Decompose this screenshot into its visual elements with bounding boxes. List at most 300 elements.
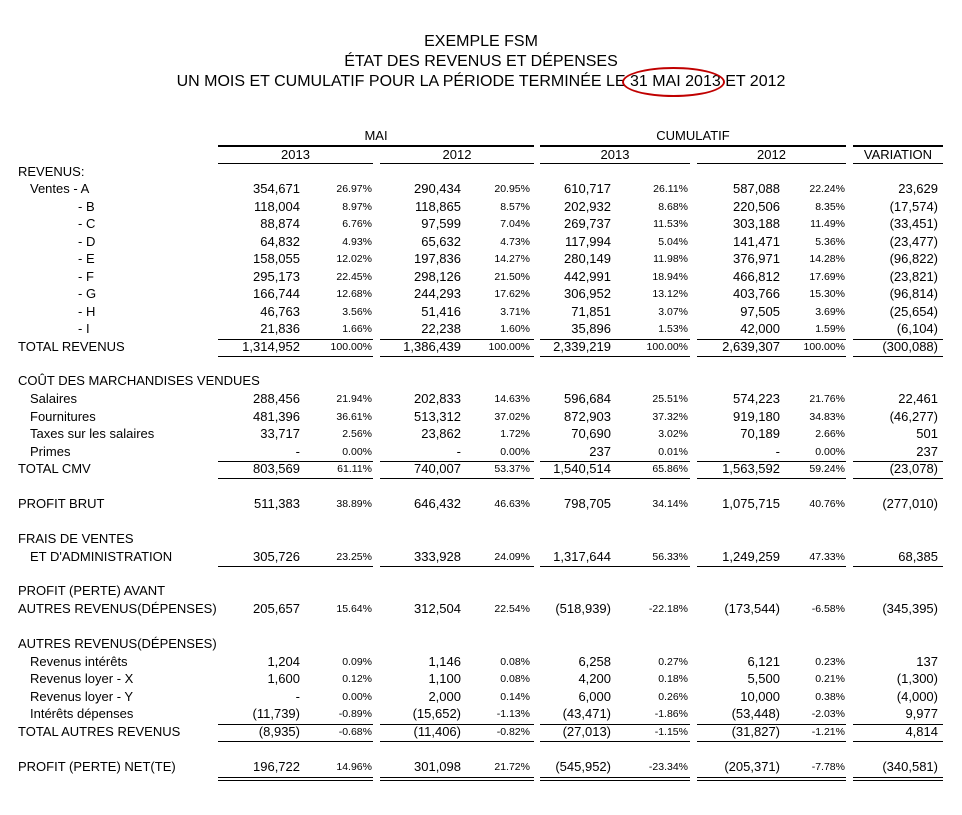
amount-cell: (15,652)	[412, 706, 461, 721]
total-rule	[853, 461, 943, 462]
row-label: Taxes sur les salaires	[30, 426, 155, 441]
subheader-mai-2012: 2012	[442, 147, 472, 162]
percent-cell: 20.95%	[494, 183, 530, 195]
percent-cell: 100.00%	[646, 341, 688, 353]
percent-cell: -23.34%	[648, 761, 688, 773]
percent-cell: 14.96%	[336, 761, 372, 773]
percent-cell: 47.33%	[809, 551, 845, 563]
amount-cell: 244,293	[414, 286, 461, 301]
amount-cell: (53,448)	[731, 706, 780, 721]
percent-cell: -1.15%	[654, 726, 688, 738]
amount-cell: 42,000	[740, 321, 780, 336]
percent-cell: 26.97%	[336, 183, 372, 195]
percent-cell: -0.82%	[496, 726, 530, 738]
row-label: Primes	[30, 444, 71, 459]
amount-cell: 46,763	[260, 304, 300, 319]
percent-cell: 11.49%	[810, 218, 845, 230]
amount-cell: 64,832	[260, 234, 300, 249]
percent-cell: 61.11%	[337, 463, 372, 475]
percent-cell: 0.38%	[815, 691, 845, 703]
subheader-underline	[853, 163, 943, 164]
amount-cell: 166,744	[253, 286, 300, 301]
percent-cell: 17.69%	[809, 271, 845, 283]
amount-cell: -	[295, 689, 300, 704]
amount-cell: 9,977	[905, 706, 938, 721]
amount-cell: 22,461	[898, 391, 938, 406]
amount-cell: (11,406)	[413, 724, 461, 739]
total-rule	[853, 566, 943, 567]
row-label: COÛT DES MARCHANDISES VENDUES	[18, 373, 260, 388]
cumulatif-header: CUMULATIF	[656, 128, 730, 143]
amount-cell: 22,238	[421, 321, 461, 336]
amount-cell: 70,690	[571, 426, 611, 441]
amount-cell: 587,088	[733, 181, 780, 196]
amount-cell: 501	[916, 426, 938, 441]
amount-cell: 118,865	[414, 199, 461, 214]
amount-cell: 118,004	[253, 199, 300, 214]
amount-cell: 1,100	[428, 671, 461, 686]
amount-cell: 1,146	[428, 654, 461, 669]
percent-cell: 7.04%	[500, 218, 530, 230]
total-rule	[380, 339, 534, 340]
percent-cell: 22.24%	[809, 183, 845, 195]
row-label: - I	[78, 321, 90, 336]
percent-cell: 56.33%	[652, 551, 688, 563]
amount-cell: (23,078)	[889, 461, 938, 476]
amount-cell: 511,383	[253, 496, 300, 511]
total-rule	[540, 741, 690, 742]
subheader-underline	[218, 163, 373, 164]
amount-cell: (545,952)	[555, 759, 611, 774]
amount-cell: 646,432	[414, 496, 461, 511]
amount-cell: 403,766	[733, 286, 780, 301]
amount-cell: 6,000	[578, 689, 611, 704]
amount-cell: 1,386,439	[403, 339, 461, 354]
amount-cell: 919,180	[733, 409, 780, 424]
row-label: - F	[78, 269, 94, 284]
amount-cell: 596,684	[564, 391, 611, 406]
total-rule	[218, 339, 373, 340]
total-rule	[853, 339, 943, 340]
total-rule	[540, 780, 690, 781]
total-rule	[697, 566, 846, 567]
percent-cell: 14.28%	[809, 253, 845, 265]
amount-cell: (96,814)	[889, 286, 938, 301]
percent-cell: 6.76%	[342, 218, 372, 230]
total-rule	[218, 356, 373, 357]
percent-cell: 53.37%	[494, 463, 530, 475]
total-rule	[218, 777, 373, 778]
amount-cell: 466,812	[733, 269, 780, 284]
percent-cell: 4.93%	[342, 236, 372, 248]
amount-cell: 1,540,514	[553, 461, 611, 476]
amount-cell: 68,385	[898, 549, 938, 564]
percent-cell: 0.18%	[658, 673, 688, 685]
amount-cell: 220,506	[733, 199, 780, 214]
total-rule	[540, 461, 690, 462]
amount-cell: (23,821)	[889, 269, 938, 284]
percent-cell: 0.00%	[815, 446, 845, 458]
amount-cell: 269,737	[564, 216, 611, 231]
amount-cell: 21,836	[260, 321, 300, 336]
amount-cell: (8,935)	[258, 724, 300, 739]
percent-cell: 21.72%	[494, 761, 530, 773]
total-rule	[697, 339, 846, 340]
percent-cell: 46.63%	[494, 498, 530, 510]
percent-cell: 5.36%	[815, 236, 845, 248]
percent-cell: 2.56%	[342, 428, 372, 440]
amount-cell: (31,827)	[731, 724, 780, 739]
total-rule	[540, 566, 690, 567]
row-label: Fournitures	[30, 409, 96, 424]
amount-cell: -	[775, 444, 780, 459]
amount-cell: (17,574)	[889, 199, 938, 214]
period-line	[0, 72, 962, 92]
amount-cell: (46,277)	[889, 409, 938, 424]
amount-cell: 4,200	[578, 671, 611, 686]
percent-cell: 21.94%	[336, 393, 372, 405]
amount-cell: 71,851	[571, 304, 611, 319]
percent-cell: 0.27%	[658, 656, 688, 668]
subheader-underline	[540, 163, 690, 164]
amount-cell: 70,189	[740, 426, 780, 441]
amount-cell: 513,312	[414, 409, 461, 424]
amount-cell: 1,075,715	[722, 496, 780, 511]
row-label: Intérêts dépenses	[30, 706, 134, 721]
amount-cell: (23,477)	[889, 234, 938, 249]
percent-cell: 15.30%	[809, 288, 845, 300]
row-label: TOTAL REVENUS	[18, 339, 125, 354]
amount-cell: 158,055	[253, 251, 300, 266]
percent-cell: 1.66%	[342, 323, 372, 335]
row-label: - G	[78, 286, 97, 301]
amount-cell: 88,874	[260, 216, 300, 231]
amount-cell: (96,822)	[889, 251, 938, 266]
percent-cell: -22.18%	[648, 603, 688, 615]
total-rule	[380, 478, 534, 479]
percent-cell: 18.94%	[652, 271, 688, 283]
subheader-mai-2013: 2013	[281, 147, 310, 162]
percent-cell: 1.60%	[500, 323, 530, 335]
percent-cell: 13.12%	[652, 288, 688, 300]
amount-cell: (173,544)	[724, 601, 780, 616]
amount-cell: 23,862	[421, 426, 461, 441]
percent-cell: 0.23%	[815, 656, 845, 668]
amount-cell: 141,471	[733, 234, 780, 249]
percent-cell: 11.98%	[653, 253, 688, 265]
amount-cell: 237	[589, 444, 611, 459]
total-rule	[218, 478, 373, 479]
percent-cell: 3.69%	[815, 306, 845, 318]
percent-cell: 12.68%	[336, 288, 372, 300]
amount-cell: (43,471)	[562, 706, 611, 721]
amount-cell: (1,300)	[896, 671, 938, 686]
amount-cell: 33,717	[260, 426, 300, 441]
row-label: - B	[78, 199, 95, 214]
percent-cell: 22.54%	[494, 603, 530, 615]
percent-cell: -7.78%	[811, 761, 845, 773]
percent-cell: 65.86%	[652, 463, 688, 475]
amount-cell: 237	[916, 444, 938, 459]
row-label: Revenus intérêts	[30, 654, 128, 669]
amount-cell: 97,599	[421, 216, 461, 231]
amount-cell: 2,000	[428, 689, 461, 704]
total-rule	[853, 356, 943, 357]
amount-cell: 5,500	[747, 671, 780, 686]
percent-cell: -1.13%	[496, 708, 530, 720]
total-rule	[540, 356, 690, 357]
amount-cell: (300,088)	[882, 339, 938, 354]
amount-cell: 303,188	[733, 216, 780, 231]
amount-cell: 288,456	[253, 391, 300, 406]
percent-cell: 34.83%	[809, 411, 845, 423]
percent-cell: 3.02%	[658, 428, 688, 440]
mai-header: MAI	[364, 128, 388, 143]
percent-cell: 3.56%	[342, 306, 372, 318]
amount-cell: 295,173	[253, 269, 300, 284]
amount-cell: 301,098	[414, 759, 461, 774]
percent-cell: 8.57%	[500, 201, 530, 213]
row-label: AUTRES REVENUS(DÉPENSES)	[18, 601, 217, 616]
row-label: PROFIT BRUT	[18, 496, 105, 511]
amount-cell: 1,204	[267, 654, 300, 669]
subheader-underline	[697, 163, 846, 164]
subheader-variation: VARIATION	[863, 147, 933, 162]
percent-cell: 0.08%	[500, 673, 530, 685]
row-label: - D	[78, 234, 96, 249]
percent-cell: 100.00%	[488, 341, 530, 353]
total-rule	[853, 478, 943, 479]
amount-cell: 1,563,592	[722, 461, 780, 476]
row-label: Ventes - A	[30, 181, 90, 196]
percent-cell: 2.66%	[815, 428, 845, 440]
percent-cell: 22.45%	[336, 271, 372, 283]
total-rule	[697, 741, 846, 742]
amount-cell: (6,104)	[896, 321, 938, 336]
percent-cell: 34.14%	[652, 498, 688, 510]
amount-cell: (27,013)	[562, 724, 611, 739]
percent-cell: 8.68%	[658, 201, 688, 213]
percent-cell: -1.21%	[811, 726, 845, 738]
percent-cell: 4.73%	[500, 236, 530, 248]
amount-cell: -	[295, 444, 300, 459]
amount-cell: 574,223	[733, 391, 780, 406]
total-rule	[380, 356, 534, 357]
percent-cell: 1.72%	[500, 428, 530, 440]
amount-cell: 117,994	[564, 234, 611, 249]
amount-cell: 740,007	[414, 461, 461, 476]
amount-cell: (33,451)	[889, 216, 938, 231]
amount-cell: 202,932	[564, 199, 611, 214]
period-date: 31 MAI 2013	[630, 73, 721, 90]
amount-cell: 298,126	[414, 269, 461, 284]
percent-cell: -2.03%	[811, 708, 845, 720]
row-label: - E	[78, 251, 95, 266]
amount-cell: 1,600	[267, 671, 300, 686]
percent-cell: -1.86%	[654, 708, 688, 720]
amount-cell: (518,939)	[555, 601, 611, 616]
amount-cell: 312,504	[414, 601, 461, 616]
total-rule	[540, 339, 690, 340]
date-highlight-circle	[622, 67, 725, 97]
amount-cell: 23,629	[898, 181, 938, 196]
row-label: Revenus loyer - X	[30, 671, 134, 686]
row-label: TOTAL CMV	[18, 461, 91, 476]
amount-cell: (4,000)	[896, 689, 938, 704]
percent-cell: 23.25%	[336, 551, 372, 563]
total-rule	[540, 724, 690, 725]
row-label: FRAIS DE VENTES	[18, 531, 134, 546]
amount-cell: 610,717	[564, 181, 611, 196]
percent-cell: 14.27%	[494, 253, 530, 265]
amount-cell: 2,339,219	[553, 339, 611, 354]
row-label: PROFIT (PERTE) NET(TE)	[18, 759, 176, 774]
row-label: PROFIT (PERTE) AVANT	[18, 583, 166, 598]
amount-cell: 51,416	[421, 304, 461, 319]
total-rule	[697, 356, 846, 357]
amount-cell: 65,632	[421, 234, 461, 249]
percent-cell: 100.00%	[803, 341, 845, 353]
total-rule	[380, 780, 534, 781]
amount-cell: 376,971	[733, 251, 780, 266]
total-rule	[853, 780, 943, 781]
total-rule	[380, 724, 534, 725]
amount-cell: (11,739)	[252, 706, 300, 721]
period-compare: ET 2012	[720, 73, 786, 90]
percent-cell: 11.53%	[653, 218, 688, 230]
percent-cell: 1.53%	[658, 323, 688, 335]
percent-cell: 15.64%	[336, 603, 372, 615]
amount-cell: 306,952	[564, 286, 611, 301]
row-label: - C	[78, 216, 96, 231]
amount-cell: 872,903	[564, 409, 611, 424]
amount-cell: 10,000	[740, 689, 780, 704]
amount-cell: 354,671	[253, 181, 300, 196]
percent-cell: 59.24%	[809, 463, 845, 475]
percent-cell: 0.08%	[500, 656, 530, 668]
amount-cell: 1,314,952	[242, 339, 300, 354]
amount-cell: 280,149	[564, 251, 611, 266]
amount-cell: 196,722	[253, 759, 300, 774]
subheader-underline	[380, 163, 534, 164]
amount-cell: 197,836	[414, 251, 461, 266]
percent-cell: 0.21%	[815, 673, 845, 685]
row-label: REVENUS:	[18, 164, 85, 179]
percent-cell: 0.00%	[342, 691, 372, 703]
amount-cell: 202,833	[414, 391, 461, 406]
percent-cell: 0.26%	[658, 691, 688, 703]
amount-cell: 137	[916, 654, 938, 669]
statement-name: ÉTAT DES REVENUS ET DÉPENSES	[344, 53, 618, 70]
total-rule	[218, 741, 373, 742]
percent-cell: -6.58%	[811, 603, 845, 615]
percent-cell: -0.68%	[338, 726, 372, 738]
total-rule	[853, 777, 943, 778]
percent-cell: 21.50%	[494, 271, 530, 283]
amount-cell: (25,654)	[889, 304, 938, 319]
amount-cell: 6,121	[747, 654, 780, 669]
period-text: UN MOIS ET CUMULATIF POUR LA PÉRIODE TERMINÉE LE	[176, 73, 631, 90]
amount-cell: 2,639,307	[722, 339, 780, 354]
amount-cell: 803,569	[253, 461, 300, 476]
total-rule	[380, 461, 534, 462]
amount-cell: 205,657	[253, 601, 300, 616]
percent-cell: 3.07%	[658, 306, 688, 318]
amount-cell: 290,434	[414, 181, 461, 196]
percent-cell: 0.12%	[342, 673, 372, 685]
amount-cell: (340,581)	[882, 759, 938, 774]
total-rule	[697, 780, 846, 781]
total-rule	[697, 777, 846, 778]
percent-cell: 37.32%	[652, 411, 688, 423]
company-name: EXEMPLE FSM	[424, 33, 538, 50]
amount-cell: 798,705	[564, 496, 611, 511]
percent-cell: 0.00%	[500, 446, 530, 458]
percent-cell: 3.71%	[500, 306, 530, 318]
total-rule	[853, 741, 943, 742]
percent-cell: 100.00%	[330, 341, 372, 353]
total-rule	[540, 777, 690, 778]
total-rule	[218, 724, 373, 725]
percent-cell: -0.89%	[338, 708, 372, 720]
percent-cell: 26.11%	[653, 183, 688, 195]
amount-cell: 305,726	[253, 549, 300, 564]
amount-cell: 1,249,259	[722, 549, 780, 564]
amount-cell: 442,991	[564, 269, 611, 284]
percent-cell: 0.14%	[500, 691, 530, 703]
total-rule	[218, 566, 373, 567]
percent-cell: 0.00%	[342, 446, 372, 458]
total-rule	[380, 777, 534, 778]
percent-cell: 0.01%	[658, 446, 688, 458]
percent-cell: 24.09%	[494, 551, 530, 563]
percent-cell: 5.04%	[658, 236, 688, 248]
percent-cell: 8.35%	[815, 201, 845, 213]
percent-cell: 14.63%	[494, 393, 530, 405]
subheader-cumul-2013: 2013	[600, 147, 630, 162]
total-rule	[380, 741, 534, 742]
row-label: Salaires	[30, 391, 77, 406]
percent-cell: 17.62%	[494, 288, 530, 300]
percent-cell: 25.51%	[652, 393, 688, 405]
amount-cell: (277,010)	[882, 496, 938, 511]
row-label: ET D'ADMINISTRATION	[30, 549, 173, 564]
subheader-cumul-2012: 2012	[757, 147, 786, 162]
percent-cell: 40.76%	[809, 498, 845, 510]
amount-cell: (345,395)	[882, 601, 938, 616]
total-rule	[540, 478, 690, 479]
percent-cell: 1.59%	[815, 323, 845, 335]
amount-cell: 1,317,644	[553, 549, 611, 564]
total-rule	[697, 478, 846, 479]
amount-cell: 6,258	[578, 654, 611, 669]
amount-cell: (205,371)	[724, 759, 780, 774]
amount-cell: 481,396	[253, 409, 300, 424]
amount-cell: -	[456, 444, 461, 459]
percent-cell: 36.61%	[336, 411, 372, 423]
amount-cell: 97,505	[740, 304, 780, 319]
row-label: Revenus loyer - Y	[30, 689, 134, 704]
amount-cell: 35,896	[571, 321, 611, 336]
percent-cell: 21.76%	[809, 393, 845, 405]
amount-cell: 333,928	[414, 549, 461, 564]
percent-cell: 38.89%	[336, 498, 372, 510]
percent-cell: 12.02%	[336, 253, 372, 265]
total-rule	[697, 461, 846, 462]
percent-cell: 8.97%	[342, 201, 372, 213]
total-rule	[853, 724, 943, 725]
total-rule	[697, 724, 846, 725]
